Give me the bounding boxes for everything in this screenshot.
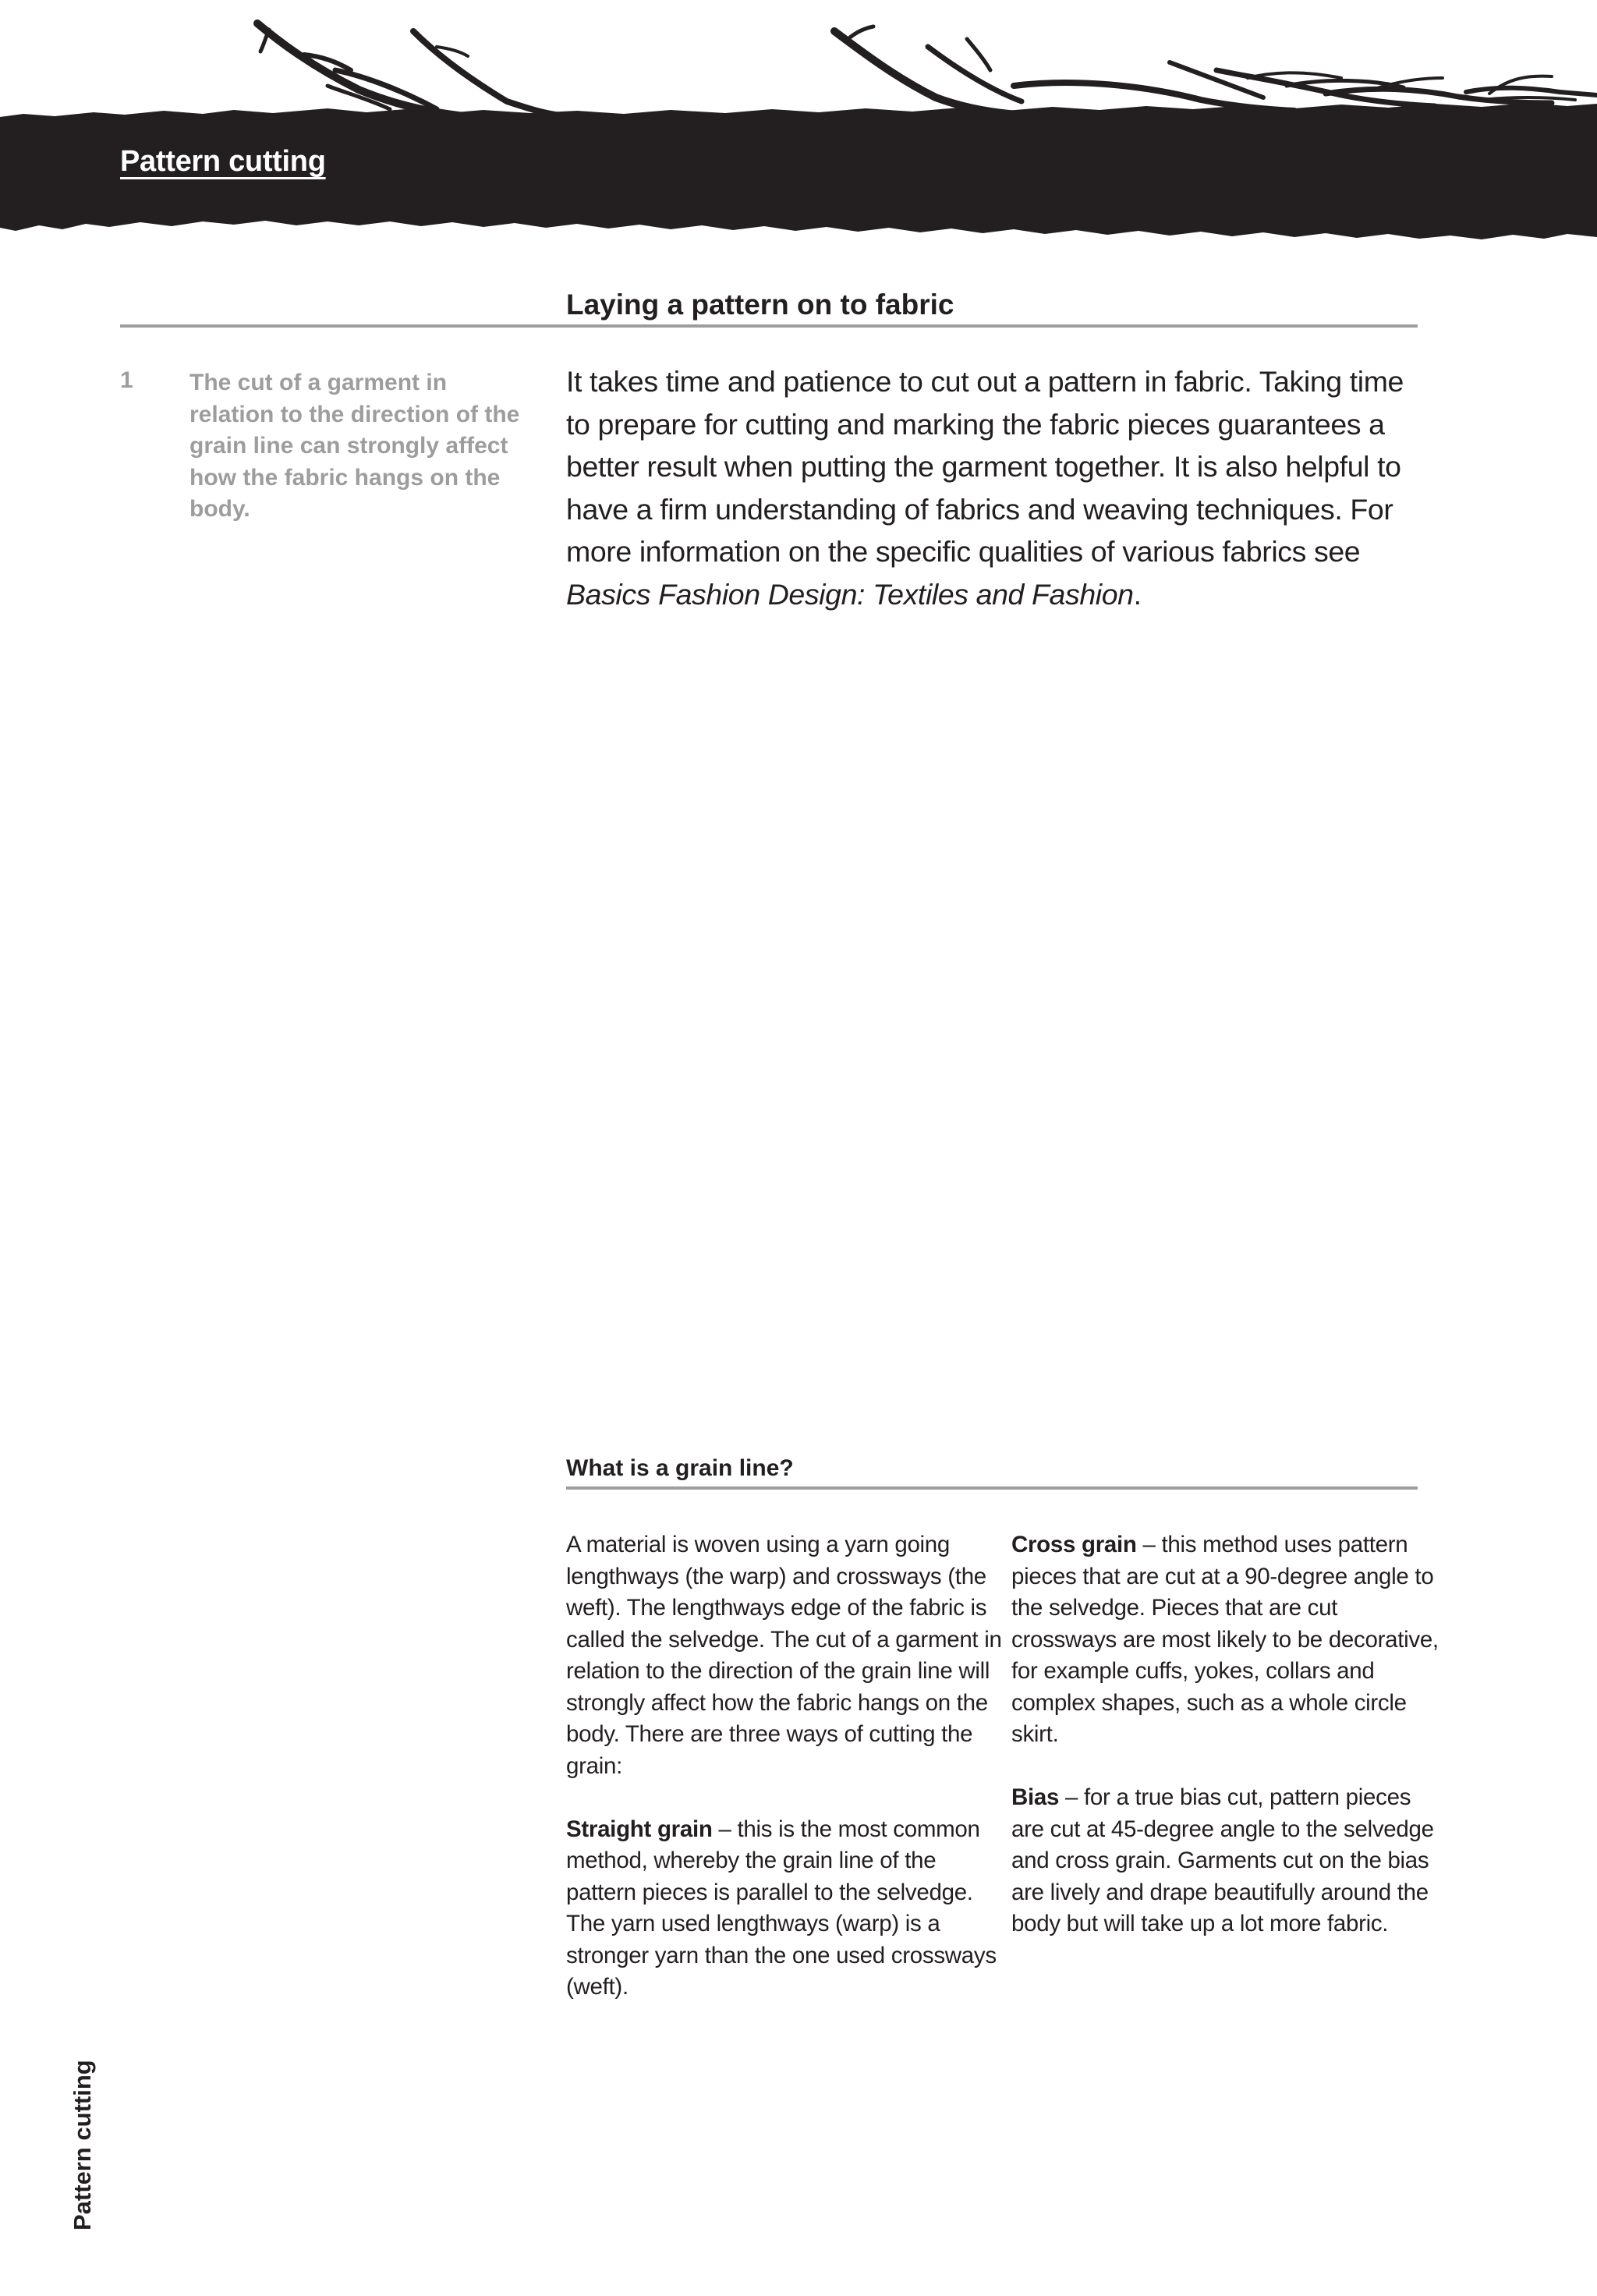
bias-paragraph	[1011, 1782, 1448, 1940]
grain-line-rule	[566, 1486, 1418, 1490]
straight-grain-term: Straight grain	[566, 1816, 713, 1842]
straight-grain-text: – this is the most common method, whereby the grain line of the pattern pieces is parallel to the selvedge. The yarn used lengthways (warp) is a stronger yarn than the one used crossways (weft).	[566, 1816, 997, 2000]
bias-term: Bias	[1011, 1784, 1060, 1810]
intro-text: It takes time and patience to cut out a pattern in fabric. Taking time to prepare for cutting and marking the fabric pieces guarantees a better result when putting the garment together. It is also helpful to have a firm understanding of fabrics and weaving techniques. For more information on the specific qualities of various fabrics see	[566, 365, 1404, 568]
cross-grain-text: – this method uses pattern pieces that are cut at a 90-degree angle to the selvedge. Pieces that are cut crossways are most likely to be decorative, for example cuffs, yokes, collars and complex shapes, such as a whole circle skirt.	[1011, 1532, 1439, 1747]
book-title: Basics Fashion Design: Textiles and Fashion	[566, 577, 1134, 611]
grain-intro-paragraph: A material is woven using a yarn going lengthways (the warp) and crossways (the weft). The lengthways edge of the fabric is called the selvedge. The cut of a garment in relation to the direction of the grain line will strongly affect how the fabric hangs on the body. There are three ways of cutting the grain:	[566, 1532, 1002, 1779]
branch-illustration	[0, 0, 1597, 250]
intro-end: .	[1133, 577, 1142, 611]
section-heading-rule	[120, 324, 1418, 328]
caption-text: The cut of a garment in relation to the direction of the grain line can strongly affect how the fabric hangs on the body.	[189, 370, 520, 522]
side-label: Pattern cutting	[69, 2060, 96, 2230]
bias-text: – for a true bias cut, pattern pieces are cut at 45-degree angle to the selvedge and cross grain. Garments cut on the bias are lively and drape beautifully around the body but will take up a lot more fabric.	[1011, 1784, 1434, 1936]
running-head: Pattern cutting	[120, 145, 326, 178]
grain-column-right	[1011, 1529, 1448, 1972]
cross-grain-paragraph	[1011, 1529, 1448, 1751]
intro-paragraph	[566, 360, 1424, 615]
grain-column-left	[566, 1529, 1003, 2035]
header-band	[0, 0, 1597, 250]
cross-grain-term: Cross grain	[1011, 1532, 1137, 1557]
caption-number: 1	[120, 367, 133, 393]
grain-line-heading: What is a grain line?	[566, 1455, 794, 1481]
straight-grain-paragraph	[566, 1814, 1003, 2004]
section-heading: Laying a pattern on to fabric	[566, 289, 954, 321]
